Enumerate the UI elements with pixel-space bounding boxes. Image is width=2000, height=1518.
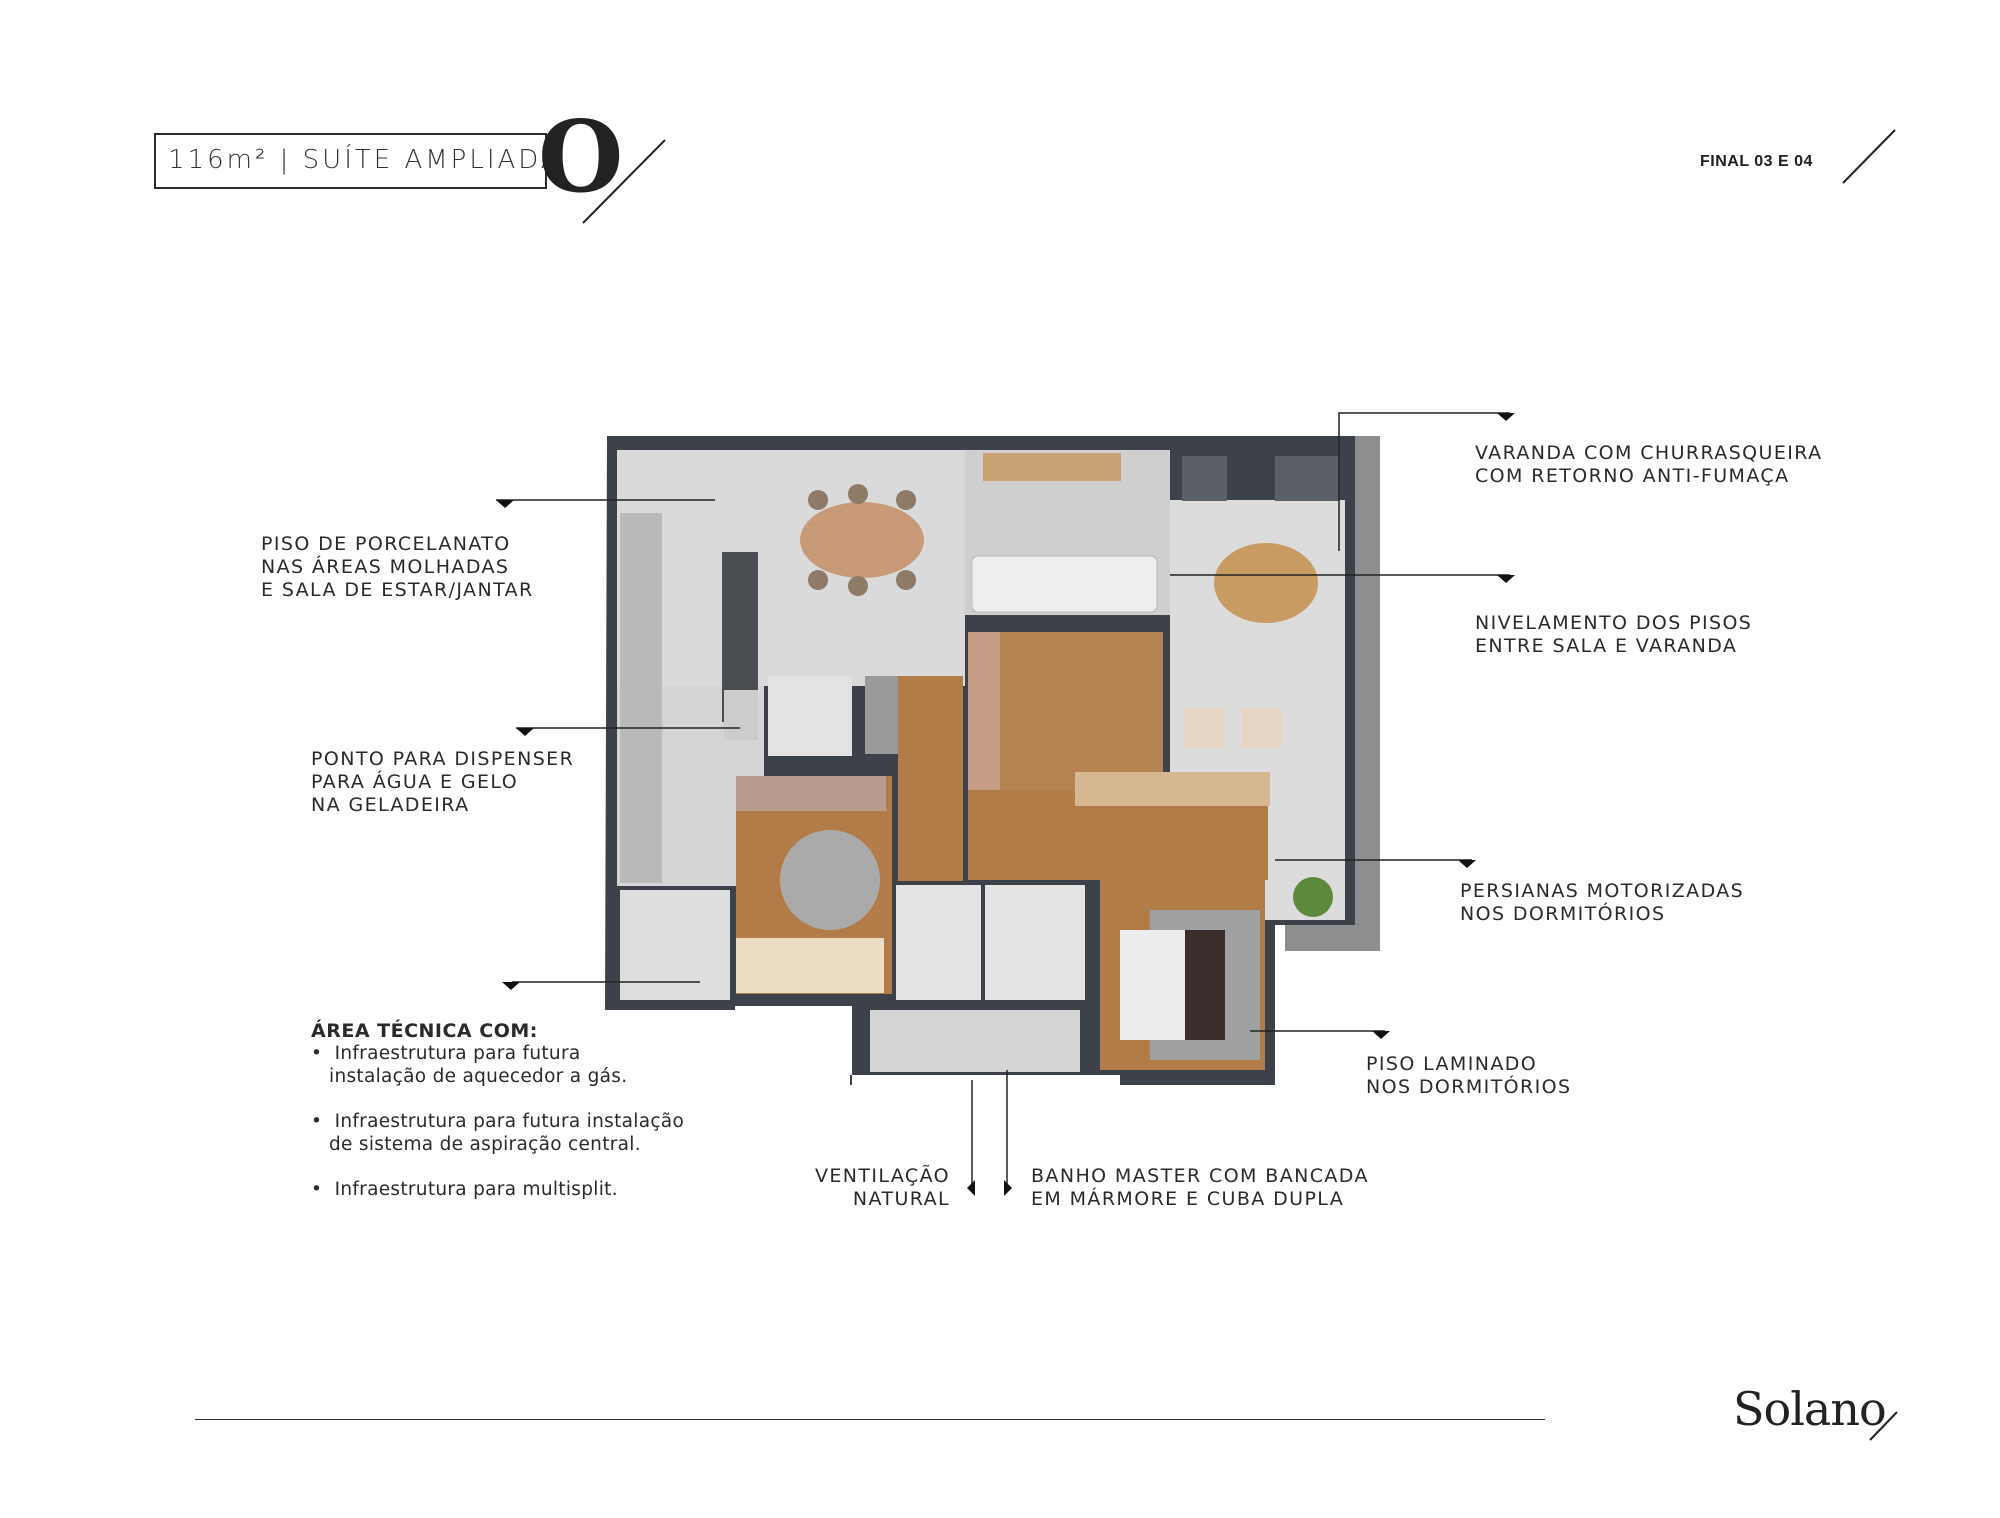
laundry	[865, 676, 899, 754]
bathroom-master	[985, 885, 1085, 1000]
technical-area-floor	[620, 890, 730, 1000]
callout-banho: BANHO MASTER COM BANCADA EM MÁRMORE E CUBA DUPLA	[1031, 1165, 1369, 1210]
technical-area-title: ÁREA TÉCNICA COM:	[311, 1020, 538, 1042]
technical-item: • Infraestrutura para multisplit.	[311, 1179, 618, 1200]
callout-persianas: PERSIANAS MOTORIZADAS NOS DORMITÓRIOS	[1460, 880, 1745, 925]
unit-label: FINAL 03 E 04	[1700, 153, 1813, 170]
plant	[1293, 877, 1333, 917]
technical-item: • Infraestrutura para futura instalação de sistema de aspiração central.	[311, 1111, 685, 1155]
final-slash	[1843, 130, 1895, 183]
brand-logo: Solano	[1733, 1382, 1886, 1436]
balcony-chair-1	[1185, 708, 1225, 748]
round-rug	[780, 830, 880, 930]
callout-ventilacao: VENTILAÇÃO NATURAL	[815, 1165, 950, 1210]
page-title: 116m² | SUÍTE AMPLIADA	[168, 145, 562, 175]
bed-1	[736, 938, 884, 993]
ventilation-shaft	[870, 1010, 1080, 1072]
technical-item: • Infraestrutura para futura instalação de aquecedor a gás.	[311, 1043, 628, 1087]
callout-varanda: VARANDA COM CHURRASQUEIRA COM RETORNO ANTI-FUMAÇA	[1475, 442, 1823, 487]
living-floor	[617, 450, 965, 686]
lavabo-floor	[768, 676, 852, 756]
wardrobe-1	[736, 776, 886, 811]
grill-left	[1182, 456, 1227, 501]
footer-divider	[195, 1419, 1545, 1420]
bathroom-1	[896, 885, 981, 1000]
desk	[1075, 772, 1270, 806]
floor-plan	[605, 436, 1380, 1085]
callout-nivelamento: NIVELAMENTO DOS PISOS ENTRE SALA E VARANDA	[1475, 612, 1753, 657]
wardrobe-2	[968, 632, 1000, 792]
brand-logo-mark: O	[538, 100, 624, 215]
balcony-chair-2	[1242, 708, 1282, 748]
grill-right	[1275, 456, 1340, 501]
callout-dispenser: PONTO PARA DISPENSER PARA ÁGUA E GELO NA GELADEIRA	[311, 748, 575, 816]
balcony-table	[1214, 543, 1318, 623]
dining-table	[800, 502, 924, 578]
callout-porcelanato: PISO DE PORCELANATO NAS ÁREAS MOLHADAS E SALA DE ESTAR/JANTAR	[261, 533, 534, 601]
hallway-floor	[898, 676, 963, 881]
technical-area	[311, 1020, 684, 1201]
callout-laminado: PISO LAMINADO NOS DORMITÓRIOS	[1366, 1053, 1572, 1098]
sofa	[972, 556, 1157, 612]
sideboard	[983, 453, 1121, 481]
fridge	[724, 690, 758, 740]
bed-throw	[1185, 930, 1225, 1040]
header-slash	[583, 140, 665, 223]
kitchen-counter	[620, 513, 662, 883]
